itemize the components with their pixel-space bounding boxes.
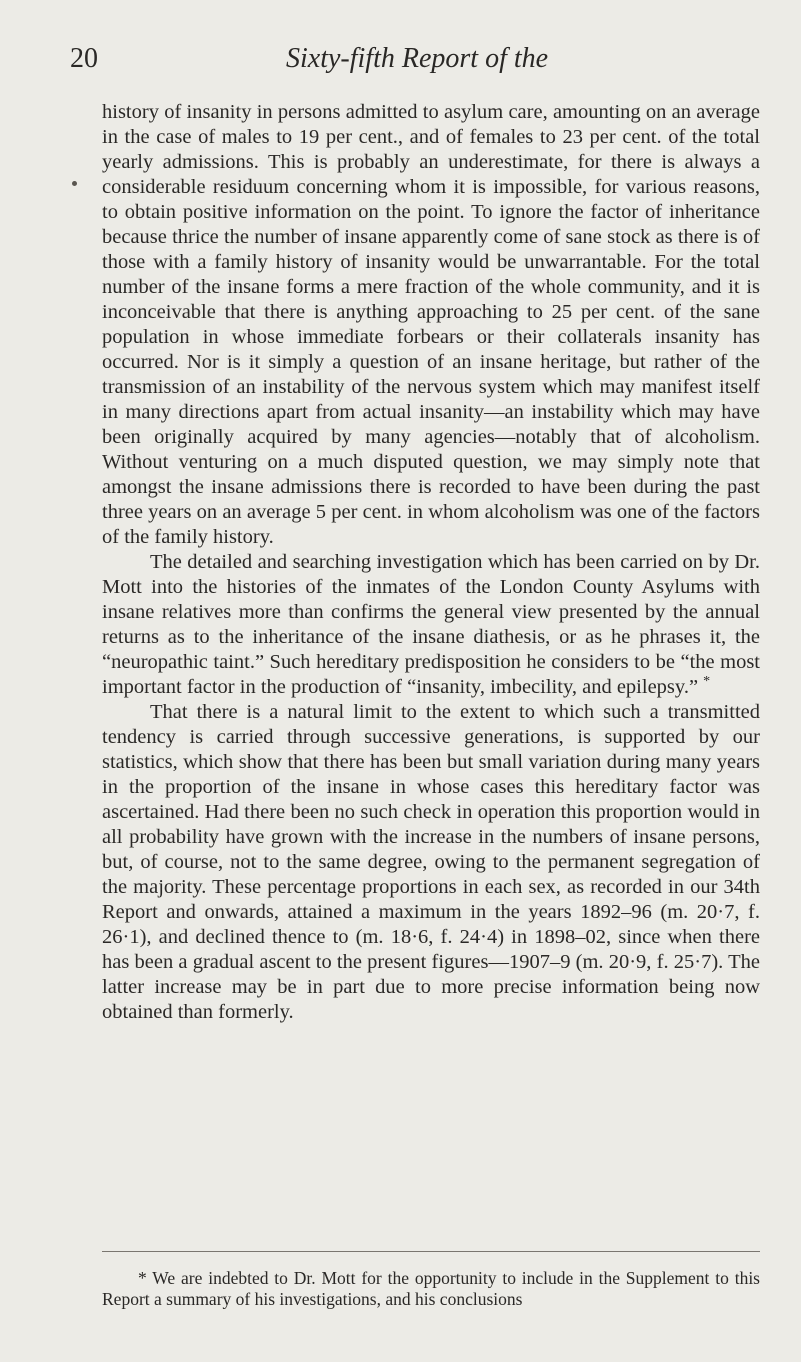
running-head (70, 42, 760, 82)
page-number: 20 (70, 43, 98, 74)
paragraph-2-text: The detailed and searching investigation which has been carried on by Dr. Mott into the histories of the inmates of the London County Asylums with insane relatives more than confirms the general view presented by the annual returns as to the inheritance of the insane diathesis, or as he phrases it, the “neuropathic taint.” Such hereditary predisposition he considers to be “the most important factor in the production of “insanity, imbecility, and epilepsy.” (102, 551, 760, 698)
paragraph-1: history of insanity in persons admitted to asylum care, amounting on an average in the case of males to 19 per cent., and of females to 23 per cent. of the total yearly admissions. This is probably an underestimate, for there is always a considerable residuum concerning whom it is impossible, for various reasons, to obtain positive information on the point. To ignore the factor of inheritance because thrice the number of insane apparently come of sane stock as there is of those with a family history of insanity would be unwarrantable. For the total number of the insane forms a mere fraction of the whole community, and it is inconceivable that there is anything approaching to 25 per cent. of the sane population in whose immediate forbears or their collaterals insanity has occurred. Nor is it simply a question of an insane heritage, but rather of the transmission of an instability of the nervous system which may manifest itself in many directions apart from actual insanity—an instability which may have been originally acquired by many agencies—notably that of alcoholism. Without venturing on a much disputed question, we may simply note that amongst the insane admissions there is recorded to have been during the past three years on an average 5 per cent. in whom alcoholism was one of the factors of the family history. (102, 101, 760, 548)
footnote-divider (102, 1251, 760, 1252)
footnote-reference: * (703, 674, 711, 690)
running-title: Sixty-fifth Report of the (286, 43, 549, 74)
footnote-text: We are indebted to Dr. Mott for the opportunity to include in the Supplement to this Report a summary of his investigations, and his conclusions (102, 1268, 760, 1309)
paragraph-2 (102, 550, 760, 700)
margin-mark (72, 181, 77, 186)
body-text (102, 100, 760, 1025)
paragraph-3: That there is a natural limit to the extent to which such a transmitted tendency is carried through successive generations, is supported by our statistics, which show that there has been but small variation during many years in the proportion of the insane in whose cases this hereditary factor was ascertained. Had there been no such check in operation this proportion would in all probability have grown with the increase in the numbers of insane persons, but, of course, not to the same degree, owing to the permanent segregation of the majority. These percentage proportions in each sex, as recorded in our 34th Report and onwards, attained a maximum in the years 1892–96 (m. 20·7, f. 26·1), and declined thence to (m. 18·6, f. 24·4) in 1898–02, since when there has been a gradual ascent to the present figures—1907–9 (m. 20·9, f. 25·7). The latter increase may be in part due to more precise information being now obtained than formerly. (102, 701, 760, 1023)
footnote-marker: * (138, 1268, 147, 1288)
footnote (102, 1268, 760, 1310)
